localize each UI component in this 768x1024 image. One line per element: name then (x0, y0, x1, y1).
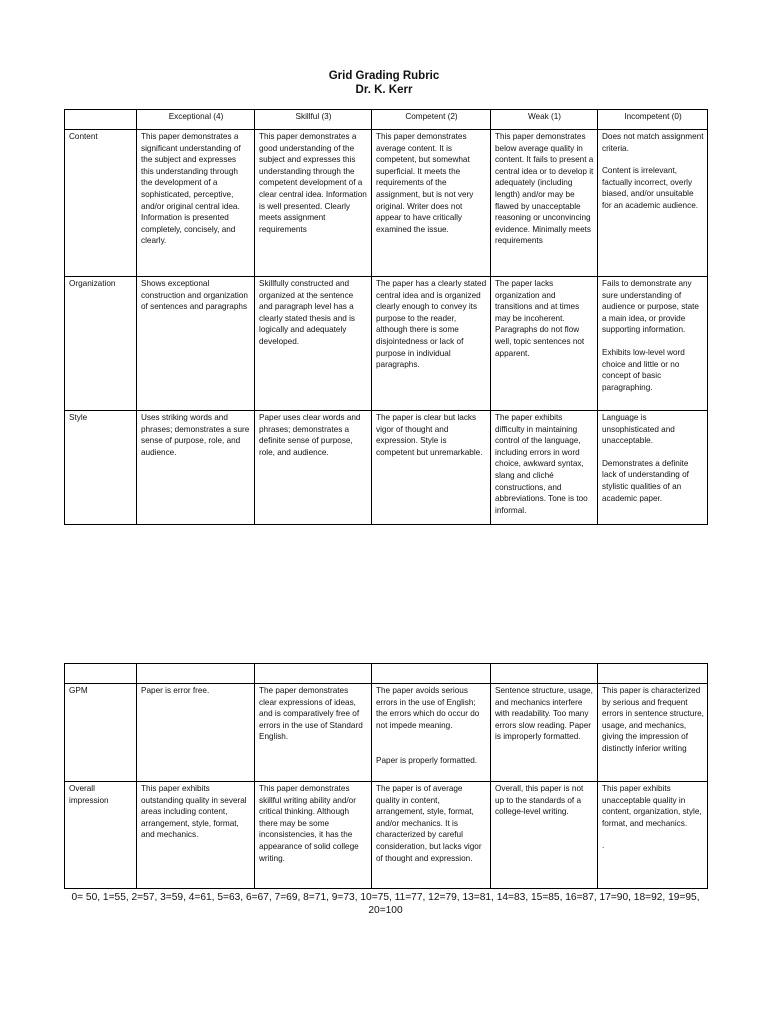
rubric-cell (491, 782, 598, 889)
cell-text: This paper demonstrates a good understanding of the subject and expresses this understanding through the competent development of a clear central idea. Information is well presented. Clearly meets assignment requirements (259, 132, 367, 234)
rubric-cell (491, 277, 598, 411)
table-row (65, 277, 708, 411)
rubric-cell (491, 130, 598, 277)
cell-text: The paper avoids serious errors in the use of English; the errors which do occur do not impede meaning. (376, 686, 480, 730)
row-label: Style (65, 411, 137, 525)
rubric-cell (372, 130, 491, 277)
rubric-table-top (64, 109, 708, 525)
cell-text: Shows exceptional construction and organization of sentences and paragraphs (141, 279, 248, 312)
cell-text: Language is unsophisticated and unacceptable. (602, 413, 675, 446)
cell-text: Paper is error free. (141, 686, 210, 695)
rubric-cell (137, 684, 255, 782)
cell-text: This paper demonstrates below average quality in content. It fails to present a central idea or to develop it adequately (including length) and/or may be flawed by unacceptable reasoning or unconvincing evidence. Minimally meets requirements (495, 132, 594, 246)
cell-text: Content is irrelevant, factually incorrect, overly biased, and/or unsuitable for an academic audience. (602, 166, 699, 210)
cell-text: This paper demonstrates a significant understanding of the subject and expresses this understanding through the development of a sophisticated, perceptive, and/or original central idea. Information is presented completely, concisely, and clearly. (141, 132, 241, 246)
rubric-cell (491, 411, 598, 525)
rubric-cell (598, 277, 708, 411)
row-label: GPM (65, 684, 137, 782)
cell-text: Overall, this paper is not up to the standards of a college-level writing. (495, 784, 584, 817)
rubric-cell (255, 130, 372, 277)
rubric-cell (598, 130, 708, 277)
row-label: Content (65, 130, 137, 277)
cell-text: This paper demonstrates average content. It is competent, but somewhat superficial. It meets the requirements of the assignment, but is not very original. Writer does not appear to have critically examined the issue. (376, 132, 474, 234)
column-header: Weak (1) (491, 110, 598, 130)
rubric-cell (372, 684, 491, 782)
cell-text: Does not match assignment criteria. (602, 132, 704, 153)
cell-text: The paper is clear but lacks vigor of thought and expression. Style is competent but unremarkable. (376, 413, 483, 457)
rubric-cell (255, 411, 372, 525)
column-header: Incompetent (0) (598, 110, 708, 130)
table-row (65, 684, 708, 782)
row-label: Organization (65, 277, 137, 411)
cell-text: . (602, 841, 605, 851)
cell-spacer (376, 731, 487, 755)
cell-text: This paper is characterized by serious and frequent errors in sentence structure, usage, and mechanics, giving the impression of distinctly inferior writing (602, 686, 704, 753)
cell-text: Paper uses clear words and phrases; demonstrates a definite sense of purpose, role, and audience. (259, 413, 361, 457)
rubric-table-bottom (64, 663, 708, 889)
rubric-cell (598, 411, 708, 525)
column-header: Skillful (3) (255, 110, 372, 130)
empty-header-row (65, 664, 708, 684)
cell-text: The paper lacks organization and transitions and at times may be incoherent. Paragraphs do not flow well, topic sentences not apparent. (495, 279, 585, 358)
cell-text: The paper demonstrates clear expressions of ideas, and is comparatively free of errors in the use of Standard English. (259, 686, 363, 742)
empty-cell (598, 664, 708, 684)
rubric-cell (372, 782, 491, 889)
empty-cell (255, 664, 372, 684)
cell-text: The paper is of average quality in content, arrangement, style, format, and/or mechanics. It is characterized by careful consideration, but lacks vigor of thought and expression. (376, 784, 482, 863)
table-header-row (65, 110, 708, 130)
rubric-cell (598, 782, 708, 889)
rubric-cell (137, 782, 255, 889)
rubric-cell (372, 411, 491, 525)
cell-text: Demonstrates a definite lack of understanding of stylistic qualities of an academic paper. (602, 458, 689, 503)
empty-cell (372, 664, 491, 684)
column-header: Competent (2) (372, 110, 491, 130)
column-header: Exceptional (4) (137, 110, 255, 130)
cell-text: Skillfully constructed and organized at the sentence and paragraph level has a clearly stated thesis and is logically and adequately developed. (259, 279, 356, 346)
rubric-cell (598, 684, 708, 782)
empty-cell (491, 664, 598, 684)
rubric-cell (372, 277, 491, 411)
author-line: Dr. K. Kerr (355, 84, 413, 96)
rubric-cell (255, 277, 372, 411)
cell-text: Uses striking words and phrases; demonstrates a sure sense of purpose, role, and audience. (141, 413, 250, 457)
cell-text: This paper exhibits outstanding quality in several areas including content, arrangement, style, format, and mechanics. (141, 784, 247, 840)
table-row (65, 782, 708, 889)
row-label: Overall impression (65, 782, 137, 889)
table-row (65, 411, 708, 525)
cell-text: The paper has a clearly stated central idea and is organized clearly enough to convey its purpose to the reader, although there is some disjointedness or lack of purpose in individual paragraphs. (376, 279, 487, 370)
cell-text: Paper is properly formatted. (376, 756, 478, 766)
rubric-cell (255, 684, 372, 782)
title-block (0, 69, 768, 97)
cell-text: This paper exhibits unacceptable quality in content, organization, style, format, and mechanics. (602, 784, 702, 828)
table-row (65, 130, 708, 277)
page-title: Grid Grading Rubric (328, 70, 440, 82)
rubric-cell (137, 277, 255, 411)
cell-text: Sentence structure, usage, and mechanics interfere with readability. Too many errors slow reading. Paper is improperly formatted. (495, 686, 593, 742)
cell-text: Fails to demonstrate any sure understanding of audience or purpose, state a main idea, or provide supporting information. (602, 279, 699, 335)
rubric-cell (137, 130, 255, 277)
empty-cell (137, 664, 255, 684)
header-corner-cell (65, 110, 137, 130)
cell-text: The paper exhibits difficulty in maintaining control of the language, including errors in word choice, awkward syntax, slang and cliché constructions, and abbreviations. Tone is too informal. (495, 413, 588, 515)
cell-text: Exhibits low-level word choice and little or no concept of basic paragraphing. (602, 347, 685, 392)
cell-text: This paper demonstrates skillful writing ability and/or critical thinking. Although there may be some inconsistencies, it has the appearance of solid college writing. (259, 784, 359, 863)
empty-cell (65, 664, 137, 684)
grade-scale: 0= 50, 1=55, 2=57, 3=59, 4=61, 5=63, 6=67, 7=69, 8=71, 9=73, 10=75, 11=77, 12=79, 13=81, 14=83, 15=85, 16=87, 17=90, 18=92, 19=95, 20=100 (71, 892, 700, 916)
rubric-cell (491, 684, 598, 782)
rubric-cell (137, 411, 255, 525)
rubric-cell (255, 782, 372, 889)
